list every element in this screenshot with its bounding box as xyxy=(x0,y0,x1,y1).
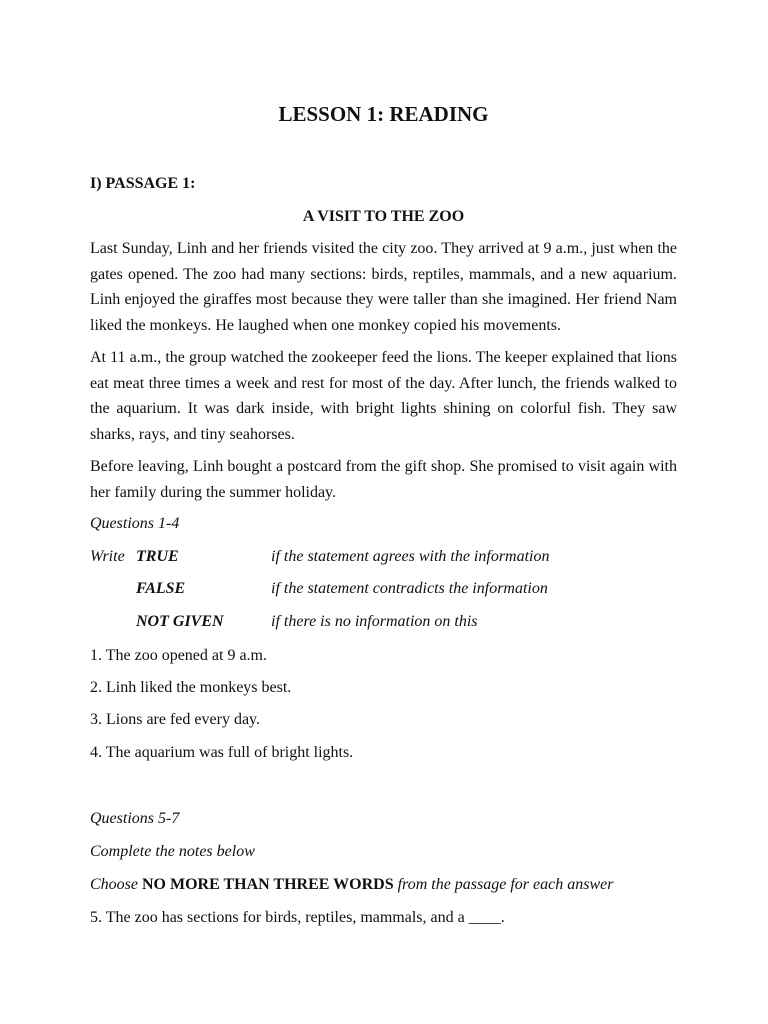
passage-paragraph-2: At 11 a.m., the group watched the zookeeper feed the lions. The keeper explained that lions eat meat three times a week and rest for most of the day. After lunch, the friends walked to the aquarium. It was dark inside, with bright lights shining on colorful fish. They saw sharks, rays, and tiny seahorses. xyxy=(90,349,677,443)
option-key: FALSE xyxy=(136,580,186,597)
question-item-2: 2. Linh liked the monkeys best. xyxy=(90,679,292,696)
questions-5-7-instruction: Complete the notes below xyxy=(90,843,255,860)
questions-5-7-heading: Questions 5-7 xyxy=(90,810,180,827)
word-limit-emphasis: NO MORE THAN THREE WORDS xyxy=(142,876,394,893)
option-key: NOT GIVEN xyxy=(136,613,224,630)
section-label: I) PASSAGE 1: xyxy=(90,175,196,192)
lesson-title: LESSON 1: READING xyxy=(278,102,489,126)
word-limit-prefix: Choose xyxy=(90,876,142,893)
question-item-5: 5. The zoo has sections for birds, reptiles, mammals, and a ____. xyxy=(90,909,505,926)
question-item-1: 1. The zoo opened at 9 a.m. xyxy=(90,647,267,664)
write-label: Write xyxy=(90,548,125,565)
passage-paragraph-3: Before leaving, Linh bought a postcard from the gift shop. She promised to visit again with her family during the summer holiday. xyxy=(90,458,677,501)
option-description: if the statement contradicts the information xyxy=(271,580,548,597)
word-limit-suffix: from the passage for each answer xyxy=(393,876,614,893)
word-limit-instruction xyxy=(90,875,613,895)
question-item-4: 4. The aquarium was full of bright lights. xyxy=(90,744,354,761)
option-description: if there is no information on this xyxy=(271,613,478,630)
option-key: TRUE xyxy=(136,548,179,565)
questions-1-4-heading: Questions 1-4 xyxy=(90,515,180,532)
question-item-3: 3. Lions are fed every day. xyxy=(90,711,260,728)
option-description: if the statement agrees with the information xyxy=(271,548,550,565)
passage-paragraph-1: Last Sunday, Linh and her friends visited the city zoo. They arrived at 9 a.m., just when the gates opened. The zoo had many sections: birds, reptiles, mammals, and a new aquarium. Linh enjoyed the giraffes most because they were taller than she imagined. Her friend Nam liked the monkeys. He laughed when one monkey copied his movements. xyxy=(90,240,677,334)
passage-title: A VISIT TO THE ZOO xyxy=(302,208,465,225)
